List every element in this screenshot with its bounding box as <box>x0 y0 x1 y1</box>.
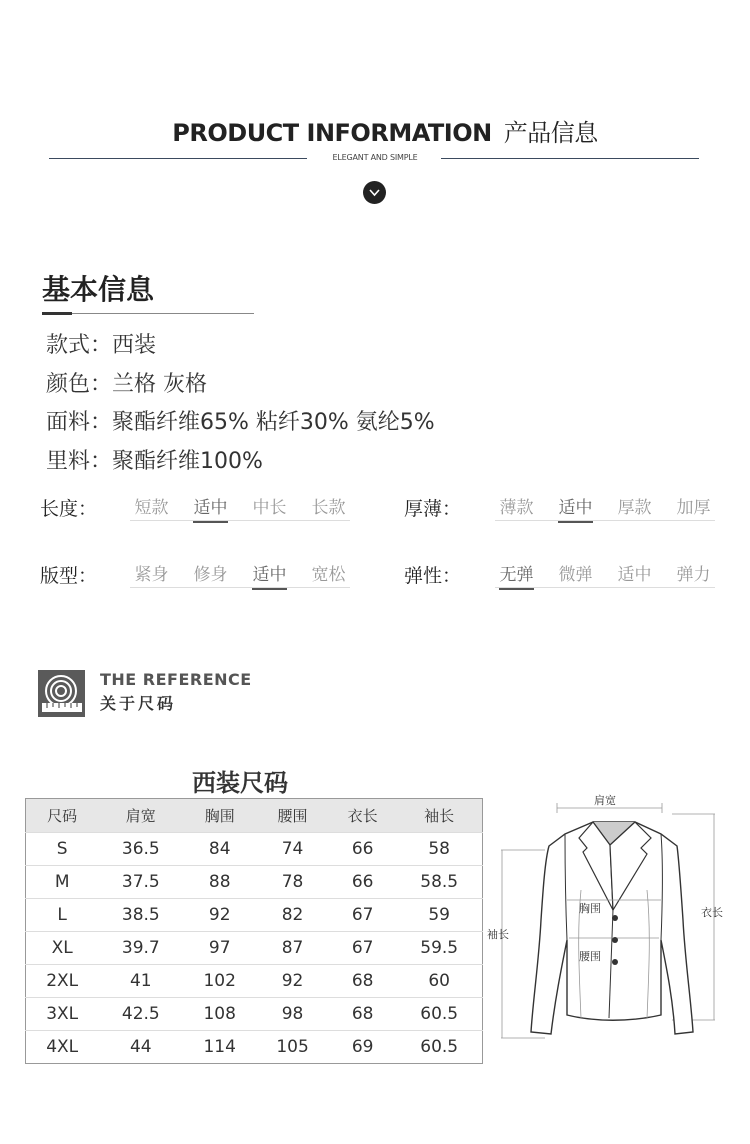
option-no-stretch: 无弹 <box>487 560 546 590</box>
col-waist: 腰围 <box>256 799 329 833</box>
cell: 4XL <box>26 1031 99 1064</box>
thickness-options-line <box>495 520 715 521</box>
cell: S <box>26 833 99 866</box>
cell: 58 <box>396 833 482 866</box>
fit-options-line <box>130 587 350 588</box>
reference-title-en: THE REFERENCE <box>100 670 252 689</box>
cell: 3XL <box>26 998 99 1031</box>
option-extra-thick: 加厚 <box>676 498 711 518</box>
attr-length-label: 长度： <box>40 498 98 520</box>
cell: 36.5 <box>98 833 183 866</box>
title-en: PRODUCT INFORMATION <box>172 119 492 147</box>
length-options-line <box>130 520 350 521</box>
cell: 59 <box>396 899 482 932</box>
col-length: 衣长 <box>329 799 396 833</box>
option-regular: 适中 <box>240 560 299 590</box>
cell: 98 <box>256 998 329 1031</box>
cell: 67 <box>329 899 396 932</box>
option-long: 长款 <box>311 498 346 518</box>
cell: 108 <box>183 998 256 1031</box>
option-short: 短款 <box>134 498 169 518</box>
option-high-stretch: 弹力 <box>676 565 711 585</box>
cell: 74 <box>256 833 329 866</box>
col-shoulder: 肩宽 <box>98 799 183 833</box>
table-row <box>26 965 483 998</box>
table-row <box>26 866 483 899</box>
option-medium: 适中 <box>546 493 605 523</box>
chevron-down-icon <box>363 181 386 204</box>
page-title <box>0 113 750 148</box>
cell: 69 <box>329 1031 396 1064</box>
cell: 37.5 <box>98 866 183 899</box>
option-tight: 紧身 <box>134 565 169 585</box>
option-thick: 厚款 <box>617 498 652 518</box>
cell: 114 <box>183 1031 256 1064</box>
attr-fit-label: 版型： <box>40 565 98 587</box>
table-row <box>26 1031 483 1064</box>
cell: M <box>26 866 99 899</box>
option-loose: 宽松 <box>311 565 346 585</box>
col-size: 尺码 <box>26 799 99 833</box>
table-row <box>26 998 483 1031</box>
size-table <box>25 798 483 1064</box>
attr-length-options <box>122 493 358 523</box>
reference-title-cn: 关于尺码 <box>100 694 177 713</box>
cell: 66 <box>329 866 396 899</box>
attr-elasticity-label: 弹性： <box>404 565 462 587</box>
attr-fit-options <box>122 560 358 590</box>
size-table-title: 西装尺码 <box>192 769 288 797</box>
section-underline-accent <box>42 312 72 315</box>
cell: 102 <box>183 965 256 998</box>
table-row <box>26 899 483 932</box>
label-waist: 腰围 <box>579 950 601 963</box>
cell: 92 <box>256 965 329 998</box>
info-fabric: 面料：聚酯纤维65% 粘纤30% 氨纶5% <box>46 410 435 435</box>
cell: 39.7 <box>98 932 183 965</box>
cell: 38.5 <box>98 899 183 932</box>
cell: 44 <box>98 1031 183 1064</box>
cell: 42.5 <box>98 998 183 1031</box>
cell: 60 <box>396 965 482 998</box>
cell: 87 <box>256 932 329 965</box>
cell: 78 <box>256 866 329 899</box>
label-chest: 胸围 <box>579 902 601 915</box>
cell: 60.5 <box>396 1031 482 1064</box>
header-subtitle: ELEGANT AND SIMPLE <box>332 153 418 162</box>
option-slim: 修身 <box>193 565 228 585</box>
option-mid-long: 中长 <box>252 498 287 518</box>
cell: 60.5 <box>396 998 482 1031</box>
cell: 41 <box>98 965 183 998</box>
cell: 97 <box>183 932 256 965</box>
cell: 68 <box>329 965 396 998</box>
jacket-measurement-diagram <box>485 790 745 1050</box>
option-medium-stretch: 适中 <box>617 565 652 585</box>
title-cn: 产品信息 <box>503 119 598 147</box>
tape-measure-icon <box>38 670 85 717</box>
attr-thickness-options <box>487 493 723 523</box>
cell: 58.5 <box>396 866 482 899</box>
info-style: 款式：西装 <box>46 333 157 358</box>
cell: L <box>26 899 99 932</box>
cell: 105 <box>256 1031 329 1064</box>
col-sleeve: 袖长 <box>396 799 482 833</box>
option-medium: 适中 <box>181 493 240 523</box>
col-chest: 胸围 <box>183 799 256 833</box>
cell: 67 <box>329 932 396 965</box>
cell: 92 <box>183 899 256 932</box>
attr-elasticity-options <box>487 560 723 590</box>
cell: 82 <box>256 899 329 932</box>
section-underline <box>42 313 254 314</box>
cell: 66 <box>329 833 396 866</box>
label-shoulder: 肩宽 <box>594 794 616 807</box>
table-header-row <box>26 799 483 833</box>
option-slight-stretch: 微弹 <box>558 565 593 585</box>
cell: XL <box>26 932 99 965</box>
label-length: 衣长 <box>701 906 723 919</box>
elasticity-options-line <box>495 587 715 588</box>
info-color: 颜色：兰格 灰格 <box>46 372 207 397</box>
info-lining: 里料：聚酯纤维100% <box>46 449 263 474</box>
jacket-outline <box>485 790 745 1050</box>
cell: 84 <box>183 833 256 866</box>
label-sleeve: 袖长 <box>487 928 509 941</box>
cell: 59.5 <box>396 932 482 965</box>
attr-thickness-label: 厚薄： <box>404 498 462 520</box>
basic-info-title: 基本信息 <box>42 273 155 306</box>
cell: 88 <box>183 866 256 899</box>
cell: 2XL <box>26 965 99 998</box>
option-thin: 薄款 <box>499 498 534 518</box>
table-row <box>26 932 483 965</box>
table-row <box>26 833 483 866</box>
cell: 68 <box>329 998 396 1031</box>
